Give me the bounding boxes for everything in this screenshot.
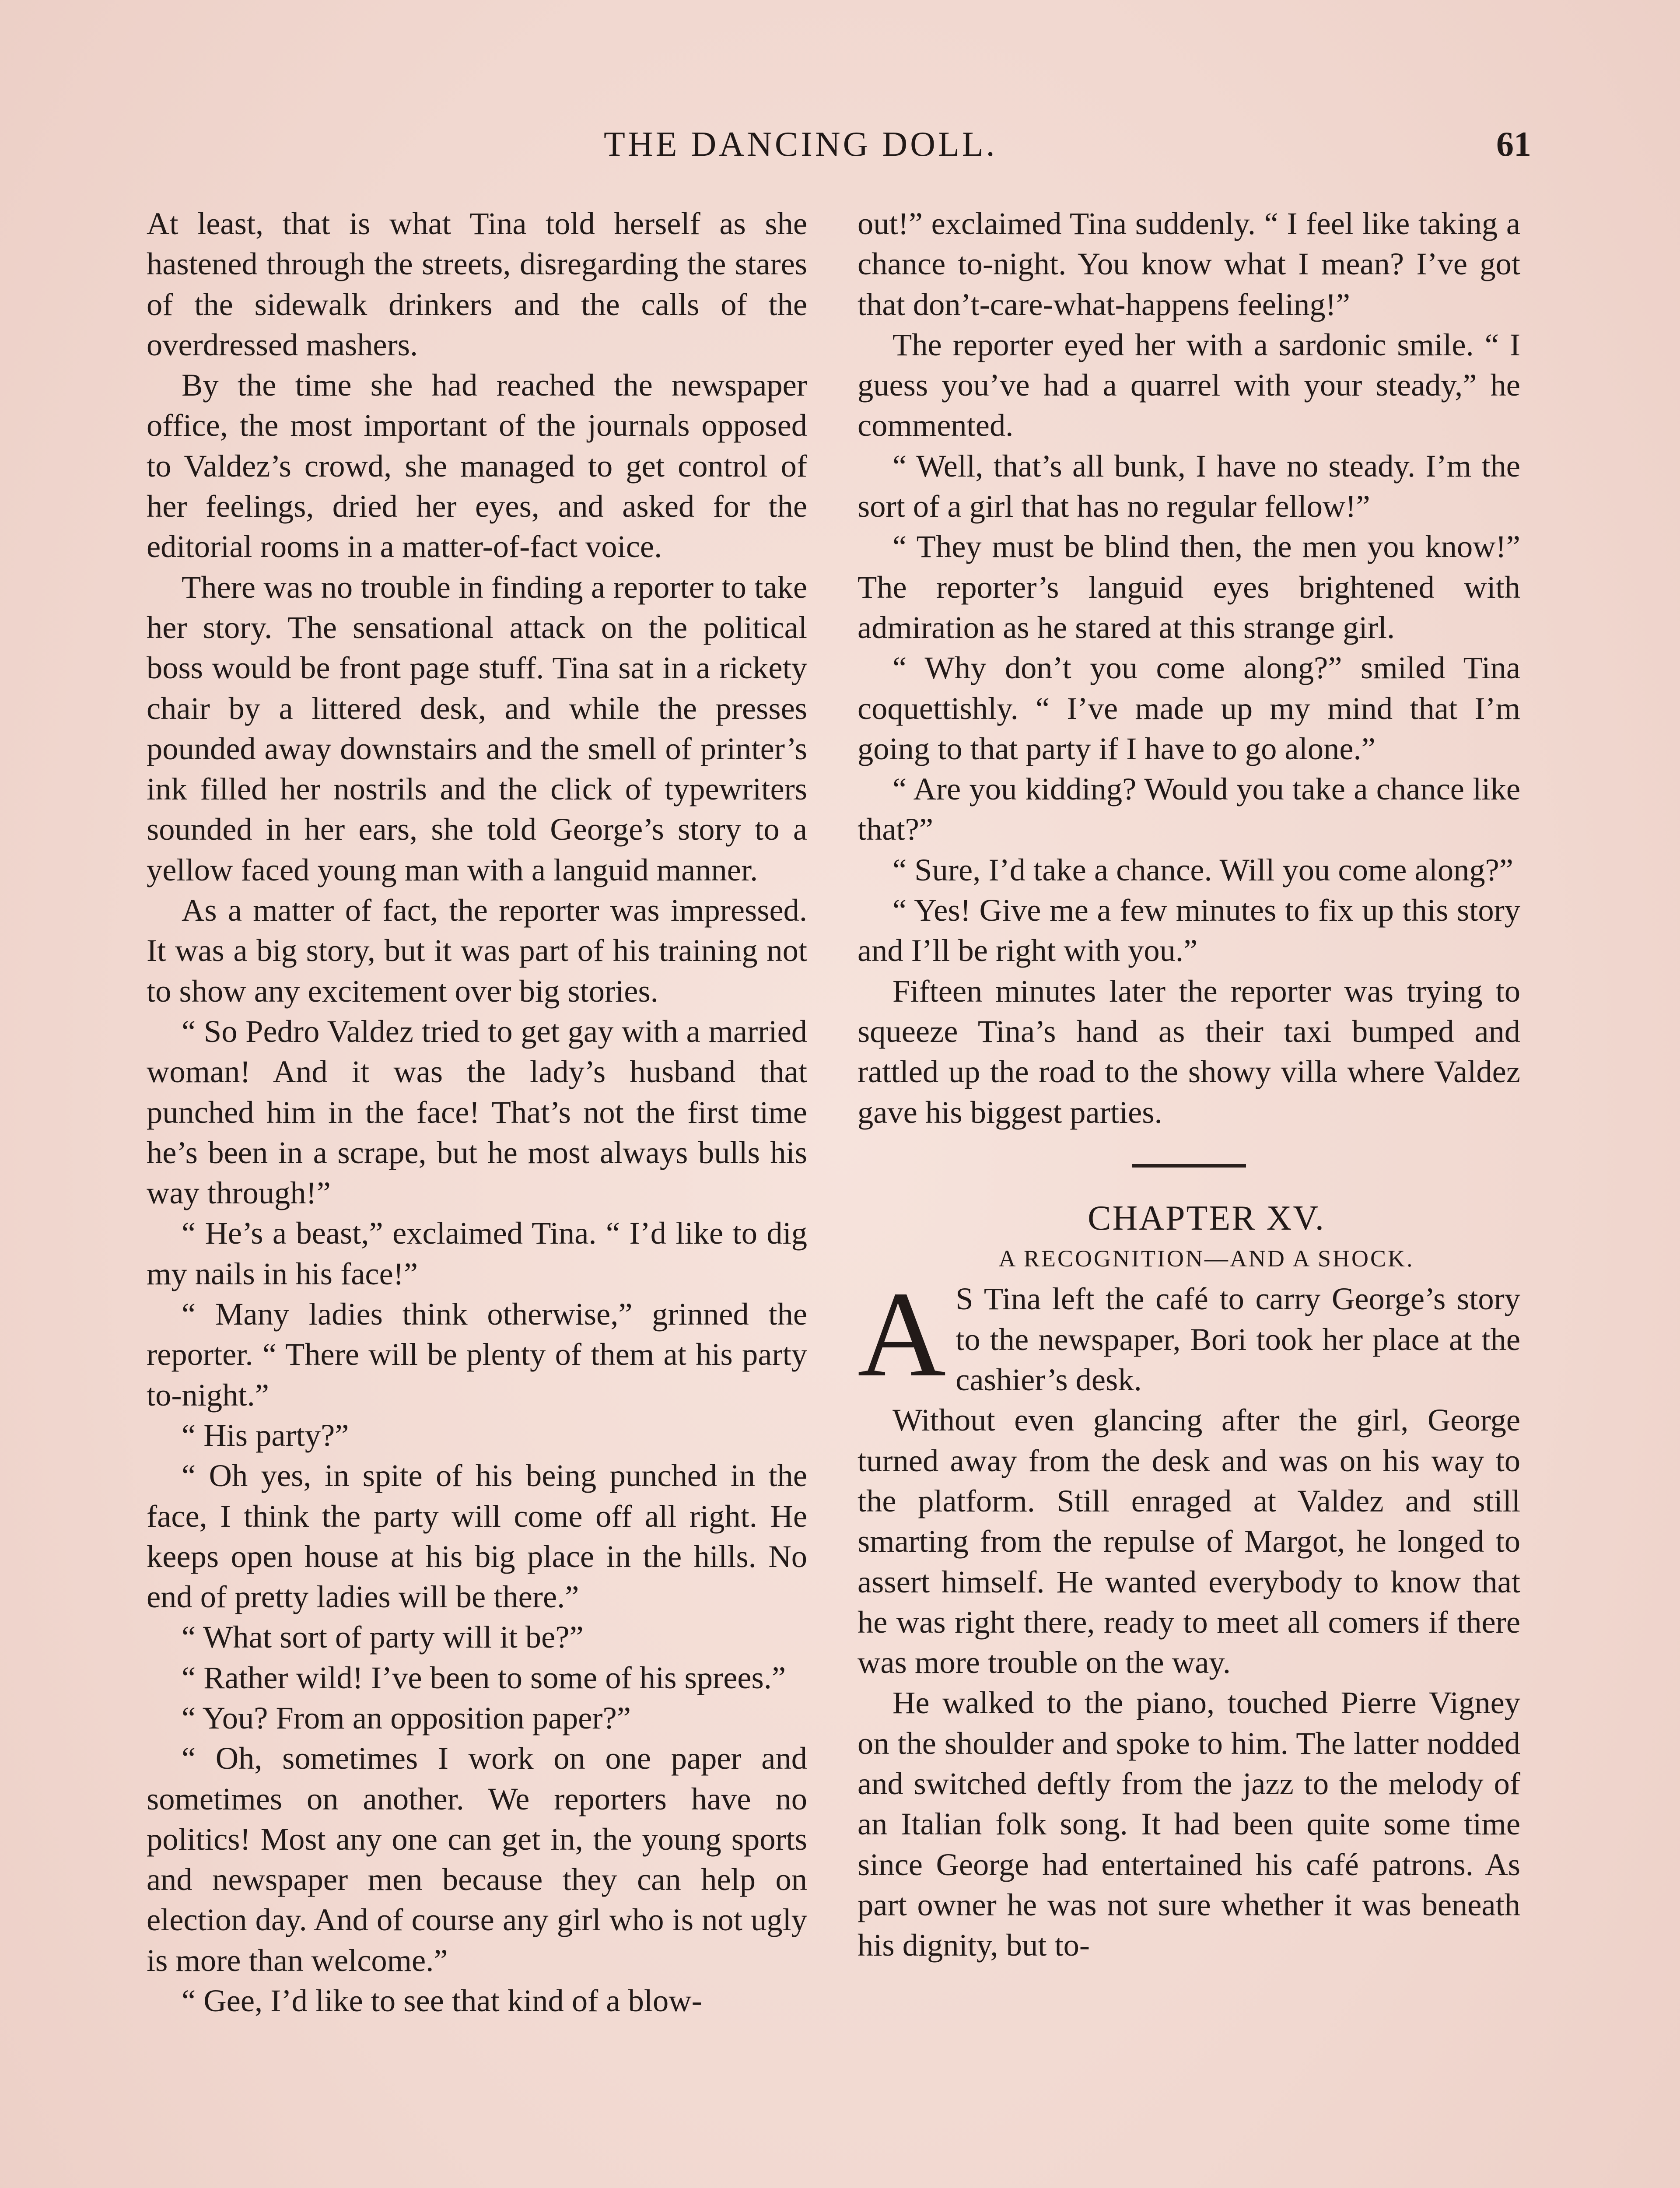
chapter-title: CHAPTER XV. — [1088, 1199, 1325, 1238]
paragraph: Without even glancing after the girl, George turned away from the desk and was on his way to the platform. Still enraged at Valdez and still smarting from the repulse of Margot, he longed to assert himself. He wanted everybody to know that he was right there, ready to meet all comers if there was more trouble on the way. — [858, 1402, 1520, 1680]
left-column — [147, 203, 807, 2021]
section-divider — [1132, 1164, 1246, 1168]
paragraph: “ He’s a beast,” exclaimed Tina. “ I’d like to dig my nails in his face!” — [147, 1215, 807, 1291]
paragraph: By the time she had reached the newspaper office, the most important of the journals opposed to Valdez’s crowd, she managed to get control of her feelings, dried her eyes, and asked for the editorial rooms in a matter-of-fact voice. — [147, 367, 807, 565]
paragraph: “ Rather wild! I’ve been to some of his sprees.” — [182, 1659, 786, 1695]
paragraph: At least, that is what Tina told herself as she hastened through the streets, disregarding the stares of the sidewalk drinkers and the calls of the overdressed mashers. — [147, 206, 807, 362]
paragraph: The reporter eyed her with a sardonic smile. “ I guess you’ve had a quarrel with your steady,” he commented. — [858, 326, 1520, 443]
paragraph: He walked to the piano, touched Pierre Vigney on the shoulder and spoke to him. The latter nodded and switched deftly from the jazz to the melody of an Italian folk song. It had been quite some time since George had entertained his café patrons. As part owner he was not sure whether it was beneath his dignity, but to- — [858, 1685, 1520, 1963]
paragraph: As a matter of fact, the reporter was impressed. It was a big story, but it was part of his training not to show any excitement over big stories. — [147, 892, 807, 1009]
paragraph: “ Why don’t you come along?” smiled Tina coquettishly. “ I’ve made up my mind that I’m going to that party if I have to go alone.” — [858, 650, 1520, 766]
paragraph: “ Gee, I’d like to see that kind of a blow- — [182, 1983, 702, 2019]
paragraph: Fifteen minutes later the reporter was trying to squeeze Tina’s hand as their taxi bumped and rattled up the road to the showy villa where Valdez gave his biggest parties. — [858, 973, 1520, 1130]
running-title: THE DANCING DOLL. — [604, 125, 998, 164]
paragraph: “ They must be blind then, the men you know!” The reporter’s languid eyes brightened with admiration as he stared at this strange girl. — [858, 529, 1520, 645]
page-number: 61 — [1496, 125, 1531, 164]
paragraph: “ Are you kidding? Would you take a chance like that?” — [858, 771, 1520, 847]
paragraph: “ Many ladies think otherwise,” grinned the reporter. “ There will be plenty of them at his party to-night.” — [147, 1296, 807, 1413]
opening-text: S Tina left the café to carry George’s story to the newspaper, Bori took her place at the cashier’s desk. — [956, 1281, 1520, 1398]
paragraph: “ His party?” — [182, 1417, 349, 1453]
paragraph: “ You? From an opposition paper?” — [182, 1700, 631, 1736]
paragraph: “ Oh yes, in spite of his being punched in the face, I think the party will come off all right. He keeps open house at his big place in the hills. No end of pretty ladies will be there.” — [147, 1458, 807, 1615]
paragraph: “ Sure, I’d take a chance. Will you come along?” — [892, 852, 1513, 887]
paragraph: “ What sort of party will it be?” — [182, 1619, 584, 1655]
paragraph: “ So Pedro Valdez tried to get gay with a married woman! And it was the lady’s husband that punched him in the face! That’s not the first time he’s been in a scrape, but he most always bulls his way through!” — [147, 1013, 807, 1211]
chapter-subtitle: A RECOGNITION—AND A SHOCK. — [998, 1245, 1414, 1272]
page-header — [144, 125, 1531, 173]
paragraph: There was no trouble in finding a reporter to take her story. The sensational attack on the political boss would be front page stuff. Tina sat in a rickety chair by a littered desk, and while the presses pounded away downstairs and the smell of printer’s ink filled her nostrils and the click of typewriters sounded in her ears, she told George’s story to a yellow faced young man with a languid manner. — [147, 569, 807, 887]
paragraph: “ Oh, sometimes I work on one paper and sometimes on another. We reporters have no politics! Most any one can get in, the young sports and newspaper men because they can help on election day. And of course any girl who is not ugly is more than welcome.” — [147, 1740, 807, 1978]
paragraph: “ Yes! Give me a few minutes to fix up this story and I’ll be right with you.” — [858, 892, 1520, 968]
chapter-opening-paragraph — [858, 1266, 1520, 1403]
drop-cap: A — [858, 1266, 946, 1403]
right-column — [858, 203, 1520, 1965]
paragraph: “ Well, that’s all bunk, I have no steady. I’m the sort of a girl that has no regular fellow!” — [858, 448, 1520, 524]
paragraph: out!” exclaimed Tina suddenly. “ I feel like taking a chance to-night. You know what I mean? I’ve got that don’t-care-what-happens feeling!” — [858, 206, 1520, 322]
